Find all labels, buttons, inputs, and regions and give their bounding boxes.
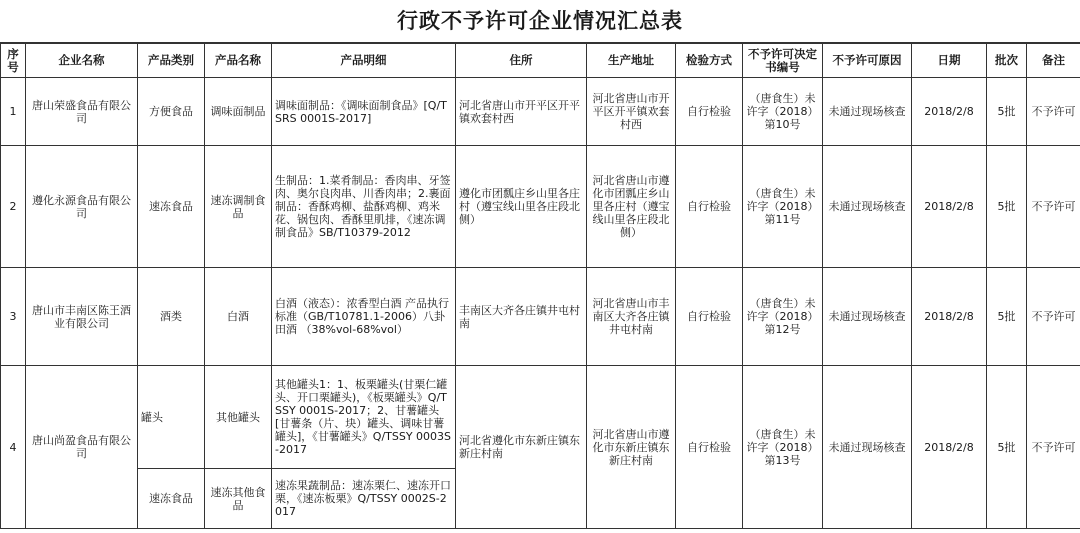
header-decision: 不予许可决定书编号 [743,44,823,78]
header-inspect: 检验方式 [676,44,743,78]
cell-detail: 其他罐头1：1、板栗罐头(甘栗仁罐头、开口栗罐头)，《板栗罐头》Q/TSSY 0001S-2017；2、甘薯罐头[甘薯条（片、块）罐头、调味甘薯罐头]，《甘薯罐头》Q/TSSY 0003S-2017 [272,366,456,469]
cell-batch: 5批 [987,146,1027,268]
cell-no: 1 [1,78,26,146]
cell-category: 罐头 [138,366,205,469]
cell-company: 唐山荣盛食品有限公司 [26,78,138,146]
cell-decision: （唐食生）未许字（2018）第13号 [743,366,823,529]
cell-company: 唐山市丰南区陈王酒业有限公司 [26,268,138,366]
header-category: 产品类别 [138,44,205,78]
header-prod-address: 生产地址 [587,44,676,78]
cell-detail: 调味面制品：《调味面制食品》[Q/TSRS 0001S-2017] [272,78,456,146]
cell-detail: 白酒（液态）：浓香型白酒 产品执行标准（GB/T10781.1-2006）八卦田酒 （38%vol-68%vol） [272,268,456,366]
header-product: 产品名称 [205,44,272,78]
cell-reason: 未通过现场核查 [823,78,912,146]
cell-category: 速冻食品 [138,469,205,529]
cell-company: 唐山尚盈食品有限公司 [26,366,138,529]
table-row [1,78,1080,146]
cell-category: 方便食品 [138,78,205,146]
cell-note: 不予许可 [1027,366,1080,529]
header-detail: 产品明细 [272,44,456,78]
header-row [1,44,1080,78]
cell-inspect: 自行检验 [676,146,743,268]
cell-no: 2 [1,146,26,268]
cell-note: 不予许可 [1027,78,1080,146]
cell-product: 其他罐头 [205,366,272,469]
summary-table [0,43,1080,529]
cell-batch: 5批 [987,78,1027,146]
header-batch: 批次 [987,44,1027,78]
cell-product: 调味面制品 [205,78,272,146]
cell-batch: 5批 [987,268,1027,366]
cell-company: 遵化永源食品有限公司 [26,146,138,268]
header-note: 备注 [1027,44,1080,78]
page-title: 行政不予许可企业情况汇总表 [0,0,1080,43]
header-company: 企业名称 [26,44,138,78]
cell-product: 速冻调制食品 [205,146,272,268]
cell-product: 速冻其他食品 [205,469,272,529]
cell-date: 2018/2/8 [912,366,987,529]
header-no: 序号 [1,44,26,78]
cell-product: 白酒 [205,268,272,366]
cell-prod-address: 河北省唐山市遵化市东新庄镇东新庄村南 [587,366,676,529]
cell-detail: 生制品：1.菜肴制品：香肉串、牙签肉、奥尔良肉串、川香肉串；2.裹面制品：香酥鸡柳、盐酥鸡柳、鸡米花、锅包肉、香酥里肌排，《速冻调制食品》SB/T10379-2012 [272,146,456,268]
cell-date: 2018/2/8 [912,78,987,146]
cell-reason: 未通过现场核查 [823,146,912,268]
header-date: 日期 [912,44,987,78]
cell-reason: 未通过现场核查 [823,366,912,529]
cell-date: 2018/2/8 [912,268,987,366]
cell-prod-address: 河北省唐山市丰南区大齐各庄镇井屯村南 [587,268,676,366]
cell-prod-address: 河北省唐山市遵化市团瓢庄乡山里各庄村（遵宝线山里各庄段北侧） [587,146,676,268]
cell-note: 不予许可 [1027,146,1080,268]
cell-address: 遵化市团瓢庄乡山里各庄村（遵宝线山里各庄段北侧） [456,146,587,268]
cell-decision: （唐食生）未许字（2018）第12号 [743,268,823,366]
cell-inspect: 自行检验 [676,268,743,366]
cell-no: 4 [1,366,26,529]
cell-prod-address: 河北省唐山市开平区开平镇欢套村西 [587,78,676,146]
cell-detail: 速冻果蔬制品：速冻栗仁、速冻开口栗，《速冻板栗》Q/TSSY 0002S-2017 [272,469,456,529]
cell-inspect: 自行检验 [676,78,743,146]
cell-decision: （唐食生）未许字（2018）第11号 [743,146,823,268]
table-row [1,146,1080,268]
cell-decision: （唐食生）未许字（2018）第10号 [743,78,823,146]
table-row [1,268,1080,366]
cell-inspect: 自行检验 [676,366,743,529]
cell-address: 丰南区大齐各庄镇井屯村南 [456,268,587,366]
cell-note: 不予许可 [1027,268,1080,366]
header-address: 住所 [456,44,587,78]
cell-address: 河北省遵化市东新庄镇东新庄村南 [456,366,587,529]
cell-category: 酒类 [138,268,205,366]
cell-category: 速冻食品 [138,146,205,268]
cell-reason: 未通过现场核查 [823,268,912,366]
table-row [1,366,1080,469]
header-reason: 不予许可原因 [823,44,912,78]
cell-address: 河北省唐山市开平区开平镇欢套村西 [456,78,587,146]
cell-date: 2018/2/8 [912,146,987,268]
cell-no: 3 [1,268,26,366]
cell-batch: 5批 [987,366,1027,529]
